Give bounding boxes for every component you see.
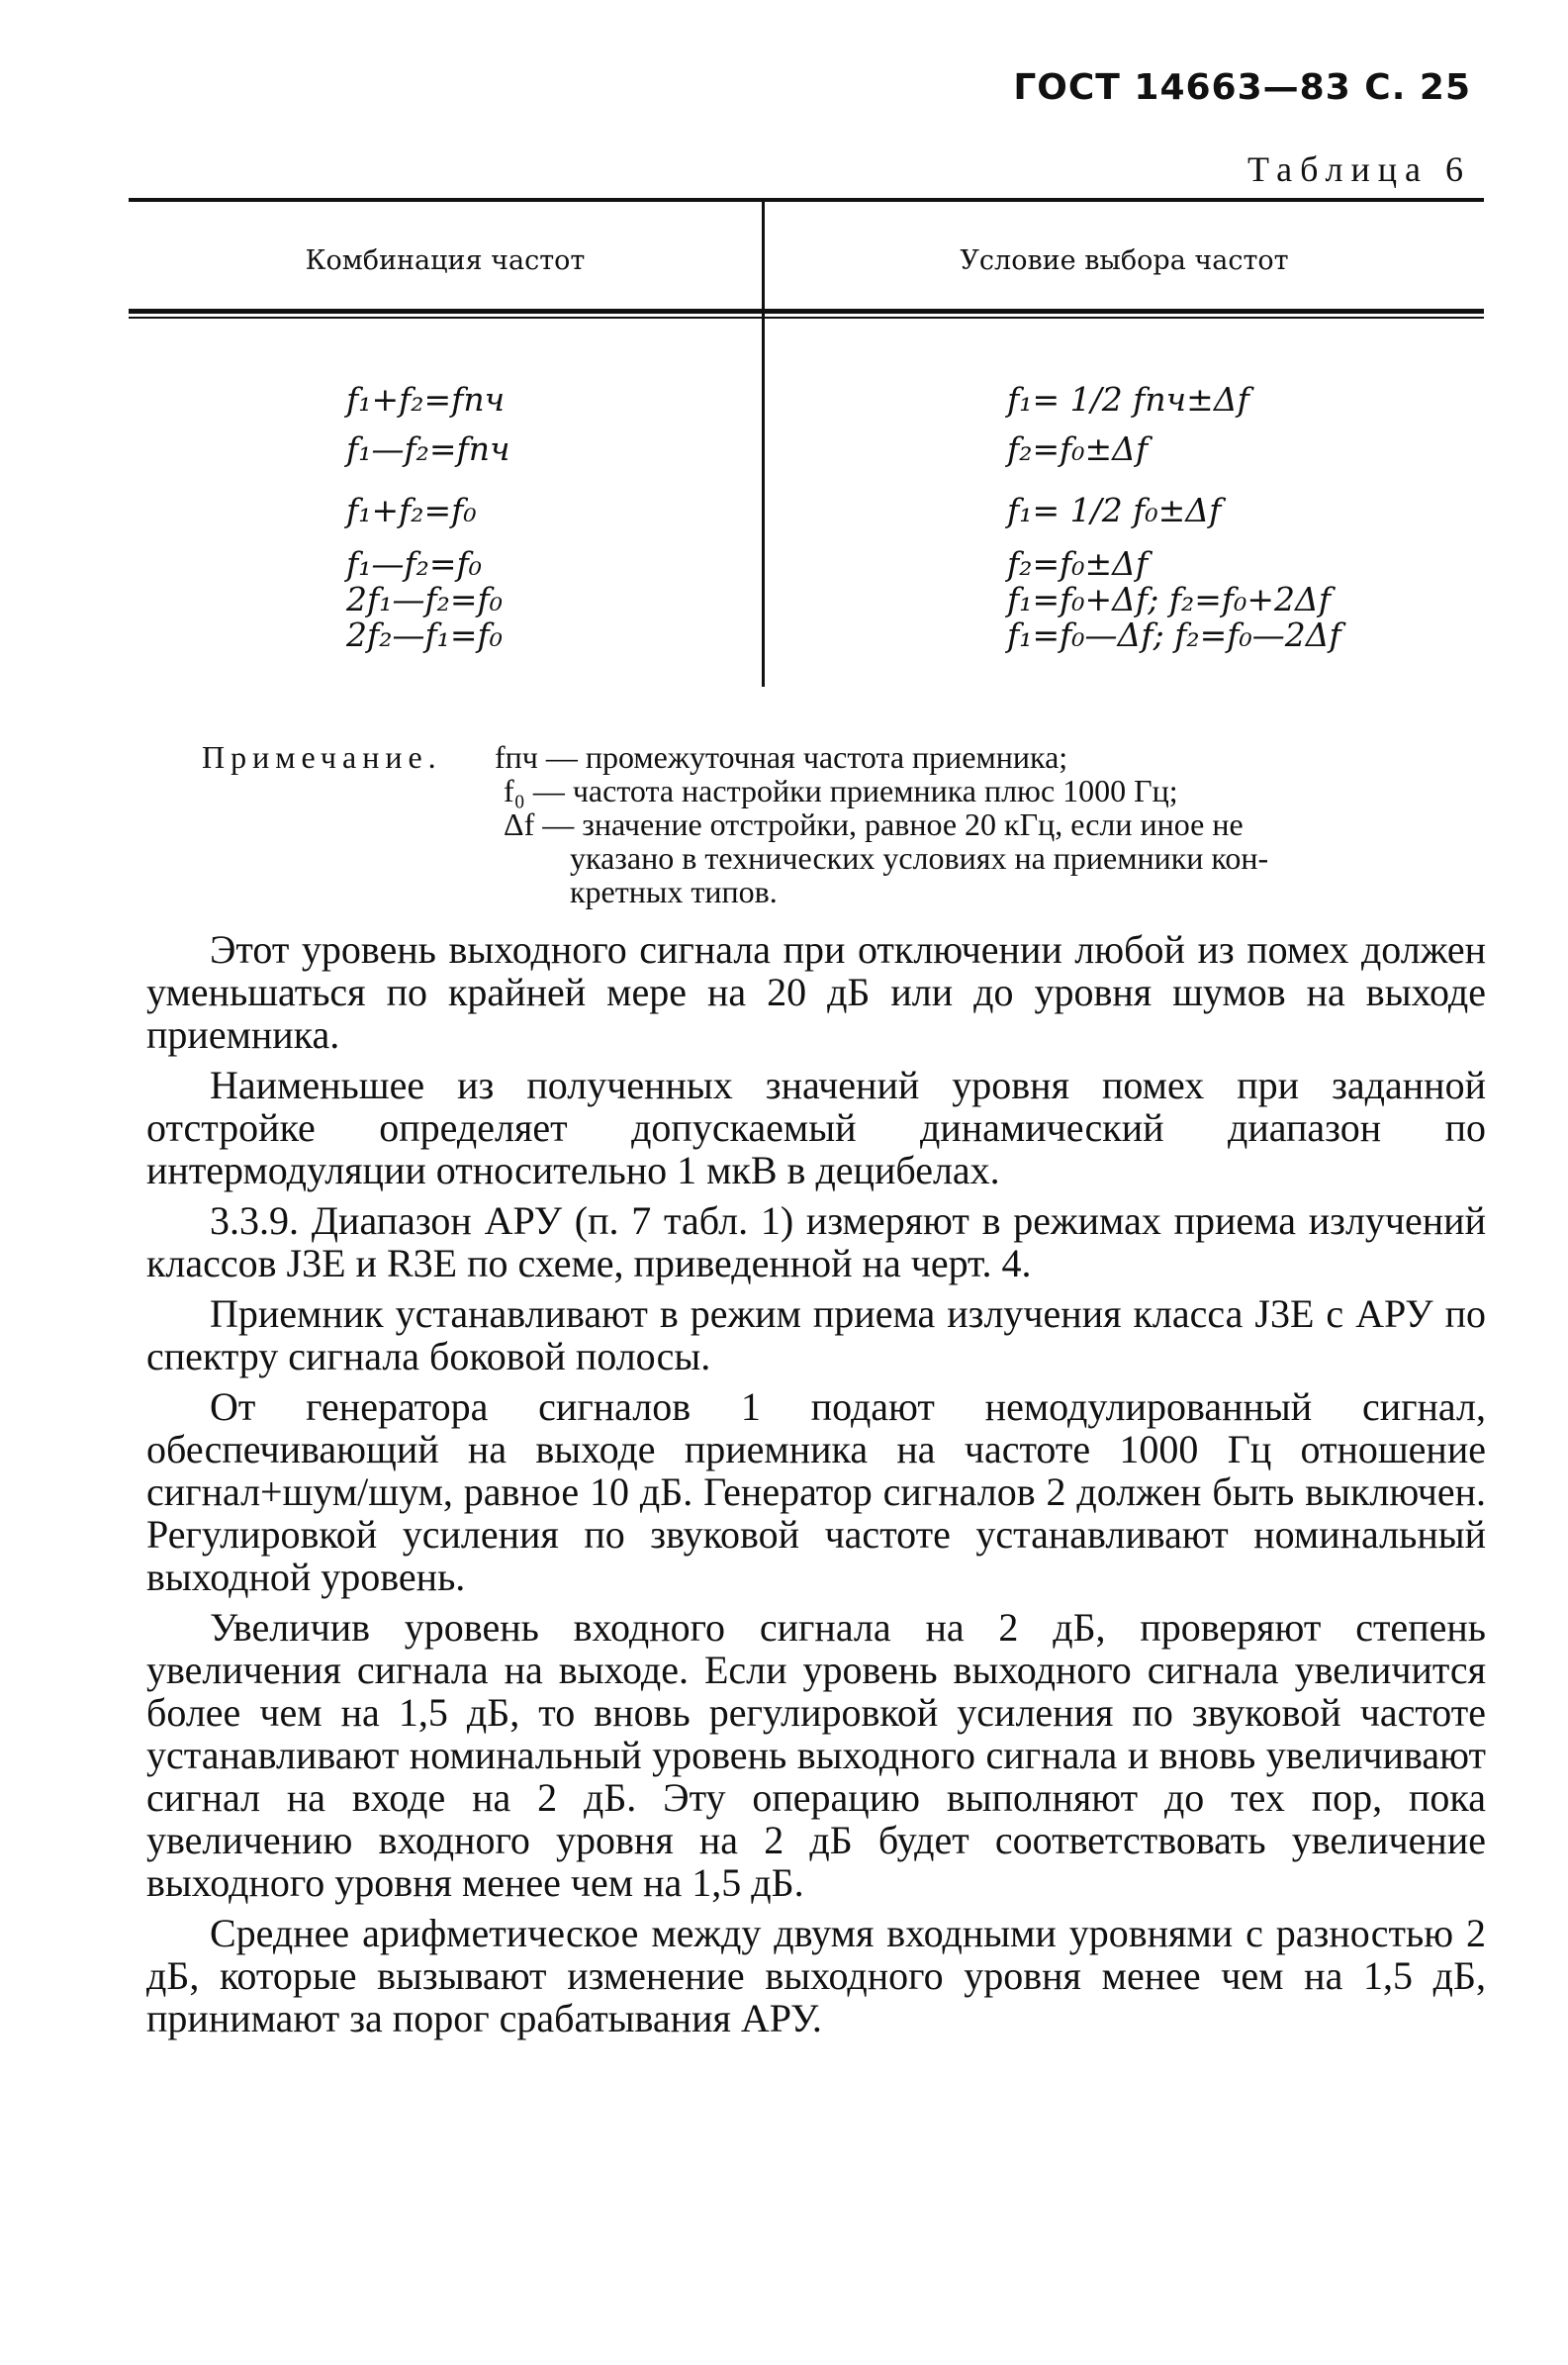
condition-formula: f₁= 1/2 f₀±Δf	[1007, 491, 1222, 529]
condition-formula: f₂=f₀±Δf	[1007, 544, 1149, 583]
paragraph: Наименьшее из полученных значений уровня помех при заданной отстройке определяет допускаемый динамический диапазон по интермодуляции относительно 1 мкВ в децибелах.	[146, 1063, 1486, 1192]
combination-formula: f₁—f₂=fпч	[346, 429, 510, 468]
column-header-condition: Условие выбора частот	[960, 245, 1289, 276]
note-line: fпч — промежуточная частота приемника;	[495, 739, 1068, 775]
table-column-divider	[762, 202, 765, 687]
combination-formula: f₁—f₂=f₀	[346, 544, 482, 583]
condition-formula: f₂=f₀±Δf	[1007, 429, 1149, 468]
note-line: f₀ — частота настройки приемника плюс 1000 Гц;	[504, 773, 1178, 808]
table-label: Таблица 6	[1247, 149, 1471, 189]
note-line: кретных типов.	[570, 874, 778, 909]
note-line: указано в технических условиях на приемники кон-	[570, 840, 1269, 876]
note-label: Примечание.	[202, 739, 442, 775]
combination-formula: 2f₂—f₁=f₀	[346, 615, 503, 654]
paragraph: От генератора сигналов 1 подают немодулированный сигнал, обеспечивающий на выходе приемника на частоте 1000 Гц отношение сигнал+шум/шум, равное 10 дБ. Генератор сигналов 2 должен быть выключен. Регулировкой усиления по звуковой частоте устанавливают номинальный выходной уровень.	[146, 1384, 1486, 1599]
paragraph: Этот уровень выходного сигнала при отключении любой из помех должен уменьшаться по крайней мере на 20 дБ или до уровня шумов на выходе приемника.	[146, 927, 1486, 1057]
paragraph: Приемник устанавливают в режим приема излучения класса J3E с АРУ по спектру сигнала боковой полосы.	[146, 1291, 1486, 1378]
table-header-rule-thin	[129, 317, 1484, 319]
combination-formula: f₁+f₂=f₀	[346, 491, 477, 529]
page-header: ГОСТ 14663—83 С. 25	[1013, 67, 1471, 108]
paragraph: Среднее арифметическое между двумя входными уровнями с разностью 2 дБ, которые вызывают изменение выходного уровня менее чем на 1,5 дБ, принимают за порог срабатывания АРУ.	[146, 1911, 1486, 2040]
body-text	[146, 928, 1486, 2047]
condition-formula: f₁= 1/2 fпч±Δf	[1007, 380, 1249, 419]
condition-formula: f₁=f₀—Δf; f₂=f₀—2Δf	[1007, 615, 1341, 654]
table-top-rule	[129, 198, 1484, 202]
note-line: Δf — значение отстройки, равное 20 кГц, если иное не	[504, 806, 1244, 842]
combination-formula: 2f₁—f₂=f₀	[346, 580, 503, 618]
paragraph: 3.3.9. Диапазон АРУ (п. 7 табл. 1) измеряют в режимах приема излучений классов J3E и R3E по схеме, приведенной на черт. 4.	[146, 1198, 1486, 1285]
condition-formula: f₁=f₀+Δf; f₂=f₀+2Δf	[1007, 580, 1332, 618]
paragraph: Увеличив уровень входного сигнала на 2 дБ, проверяют степень увеличения сигнала на выходе. Если уровень выходного сигнала увеличится более чем на 1,5 дБ, то вновь регулировкой усиления по звуковой частоте устанавливают номинальный уровень выходного сигнала и вновь увеличивают сигнал на входе на 2 дБ. Эту операцию выполняют до тех пор, пока увеличению входного уровня на 2 дБ будет соответствовать увеличение выходного уровня менее чем на 1,5 дБ.	[146, 1605, 1486, 1905]
table-header-rule	[129, 309, 1484, 314]
column-header-combination: Комбинация частот	[305, 245, 586, 276]
combination-formula: f₁+f₂=fпч	[346, 380, 506, 419]
